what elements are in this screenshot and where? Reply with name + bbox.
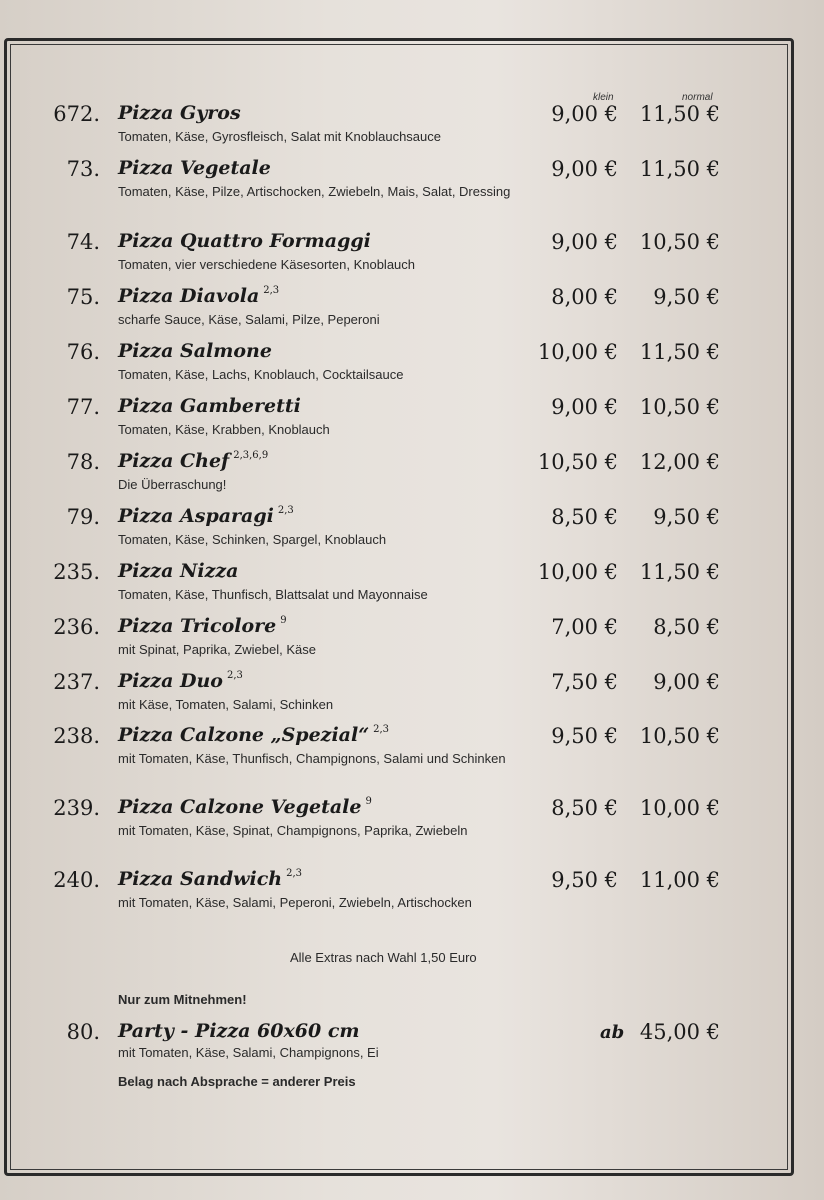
item-description: Tomaten, Käse, Gyrosfleisch, Salat mit Knoblauchsauce <box>118 129 441 144</box>
price-normal: 10,50 € <box>639 395 720 419</box>
item-description: mit Tomaten, Käse, Thunfisch, Champignons, Salami und Schinken <box>118 751 506 766</box>
item-name: Pizza Gamberetti <box>118 395 301 417</box>
item-description: mit Tomaten, Käse, Spinat, Champignons, Paprika, Zwiebeln <box>118 823 468 838</box>
item-description: Tomaten, Käse, Schinken, Spargel, Knoblauch <box>118 532 387 547</box>
item-name: Pizza Chef <box>118 450 230 472</box>
item-name: Pizza Salmone <box>118 340 272 362</box>
price-party: 45,00 € <box>639 1020 720 1044</box>
allergen-codes: 2,3 <box>286 868 303 879</box>
item-name-line <box>118 868 302 890</box>
item-description: scharfe Sauce, Käse, Salami, Pilze, Peperoni <box>118 312 380 327</box>
price-small: 8,50 € <box>551 505 618 529</box>
column-header-small: klein <box>593 92 614 103</box>
allergen-codes: 2,3 <box>373 724 390 735</box>
allergen-codes: 2,3 <box>263 285 280 296</box>
price-small: 9,00 € <box>551 157 618 181</box>
item-number: 237. <box>53 670 100 694</box>
price-normal: 9,50 € <box>653 505 720 529</box>
price-normal: 11,00 € <box>639 868 720 892</box>
item-name: Pizza Quattro Formaggi <box>118 230 371 252</box>
column-header-normal: normal <box>682 92 713 103</box>
price-small: 10,50 € <box>537 450 618 474</box>
item-number: 239. <box>53 796 100 820</box>
topping-note: Belag nach Absprache = anderer Preis <box>118 1074 356 1089</box>
item-description: Tomaten, Käse, Pilze, Artischocken, Zwiebeln, Mais, Salat, Dressing <box>118 184 511 199</box>
price-normal: 8,50 € <box>653 615 720 639</box>
item-name-line <box>118 450 268 472</box>
item-description: Die Überraschung! <box>118 477 227 492</box>
price-small: 9,00 € <box>551 102 618 126</box>
item-name: Pizza Gyros <box>118 102 241 124</box>
item-name-line <box>118 157 275 179</box>
item-name-line <box>118 560 243 582</box>
item-description: mit Tomaten, Käse, Salami, Champignons, Ei <box>118 1045 379 1060</box>
price-small: 10,00 € <box>537 560 618 584</box>
price-normal: 10,50 € <box>639 230 720 254</box>
item-number: 79. <box>66 505 100 529</box>
price-small: 9,00 € <box>551 230 618 254</box>
price-normal: 11,50 € <box>639 340 720 364</box>
price-small: 8,50 € <box>551 796 618 820</box>
item-name-line <box>118 395 305 417</box>
item-name: Pizza Diavola <box>118 285 260 307</box>
item-name-line <box>118 285 279 307</box>
item-number: 235. <box>53 560 100 584</box>
item-number: 672. <box>53 102 100 126</box>
item-name: Pizza Calzone Vegetale <box>118 796 362 818</box>
item-number: 240. <box>53 868 100 892</box>
price-small: 9,50 € <box>551 868 618 892</box>
allergen-codes: 9 <box>280 615 287 626</box>
item-name: Pizza Duo <box>118 670 223 692</box>
price-small: 7,00 € <box>551 615 618 639</box>
item-name: Pizza Tricolore <box>118 615 277 637</box>
price-normal: 11,50 € <box>639 157 720 181</box>
item-number: 77. <box>66 395 100 419</box>
price-small: 8,00 € <box>551 285 618 309</box>
item-description: Tomaten, vier verschiedene Käsesorten, Knoblauch <box>118 257 416 272</box>
allergen-codes: 2,3 <box>277 505 294 516</box>
price-normal: 11,50 € <box>639 560 720 584</box>
item-number: 73. <box>66 157 100 181</box>
item-number: 238. <box>53 724 100 748</box>
price-normal: 9,00 € <box>653 670 720 694</box>
price-normal: 12,00 € <box>639 450 720 474</box>
item-description: Tomaten, Käse, Krabben, Knoblauch <box>118 422 330 437</box>
price-small: 7,50 € <box>551 670 618 694</box>
allergen-codes: 9 <box>365 796 372 807</box>
item-description: mit Tomaten, Käse, Salami, Peperoni, Zwiebeln, Artischocken <box>118 895 472 910</box>
item-number: 75. <box>66 285 100 309</box>
price-small: 9,50 € <box>551 724 618 748</box>
item-description: mit Käse, Tomaten, Salami, Schinken <box>118 697 334 712</box>
item-name: Pizza Sandwich <box>118 868 283 890</box>
item-name-line <box>118 340 276 362</box>
allergen-codes: 2,3 <box>226 670 243 681</box>
item-number: 78. <box>66 450 100 474</box>
price-normal: 10,50 € <box>639 724 720 748</box>
item-description: mit Spinat, Paprika, Zwiebel, Käse <box>118 642 316 657</box>
price-prefix: ab <box>600 1022 625 1043</box>
price-small: 10,00 € <box>537 340 618 364</box>
price-normal: 9,50 € <box>653 285 720 309</box>
item-name-line <box>118 670 243 692</box>
item-name: Party - Pizza 60x60 cm <box>118 1020 360 1042</box>
item-description: Tomaten, Käse, Lachs, Knoblauch, Cocktailsauce <box>118 367 404 382</box>
price-normal: 10,00 € <box>639 796 720 820</box>
item-name-line <box>118 796 372 818</box>
item-number: 76. <box>66 340 100 364</box>
item-name-line <box>118 102 245 124</box>
allergen-codes: 2,3,6,9 <box>233 450 269 461</box>
item-number: 80. <box>66 1020 100 1044</box>
price-small: 9,00 € <box>551 395 618 419</box>
item-description: Tomaten, Käse, Thunfisch, Blattsalat und Mayonnaise <box>118 587 428 602</box>
item-name-line <box>118 505 294 527</box>
item-number: 74. <box>66 230 100 254</box>
extras-note: Alle Extras nach Wahl 1,50 Euro <box>290 950 477 965</box>
item-name: Pizza Asparagi <box>118 505 274 527</box>
price-normal: 11,50 € <box>639 102 720 126</box>
item-name-line <box>118 230 375 252</box>
item-name: Pizza Vegetale <box>118 157 271 179</box>
item-name-line <box>118 724 389 746</box>
item-number: 236. <box>53 615 100 639</box>
item-name: Pizza Calzone „Spezial“ <box>118 724 370 746</box>
takeaway-note: Nur zum Mitnehmen! <box>118 992 247 1007</box>
item-name-line <box>118 615 287 637</box>
item-name: Pizza Nizza <box>118 560 239 582</box>
